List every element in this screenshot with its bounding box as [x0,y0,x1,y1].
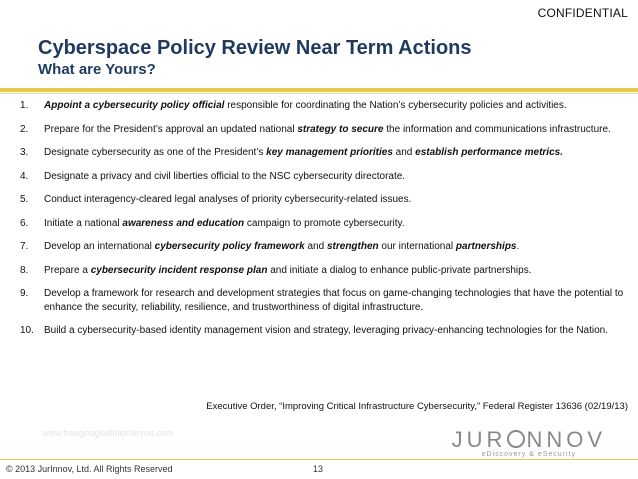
action-number: 7. [20,241,29,252]
action-text-part: and [392,147,416,158]
action-item [14,146,630,160]
action-text-part: Build a cybersecurity-based identity management vision and strategy, leveraging privacy-enhancing technologies for the Nation. [44,325,609,336]
title-divider-thin [0,93,638,94]
action-text [44,287,630,314]
footer-divider [0,459,638,460]
action-text-part: Designate cybersecurity as one of the President’s [44,147,267,158]
actions-list [14,99,630,348]
action-emphasis: key management priorities [266,147,393,158]
action-text-part: Initiate a national [44,217,123,229]
action-item [14,123,630,137]
action-item [14,170,630,184]
action-number: 2. [20,123,29,135]
action-item [14,99,630,113]
source-citation: Executive Order, “Improving Critical Infrastructure Cybersecurity,” Federal Register 13636 (02/19/13) [206,401,628,412]
action-text-part: the information and communications infrastructure. [383,123,611,135]
action-text [44,264,630,278]
copyright-text: © 2013 JurInnov, Ltd. All Rights Reserved [6,464,173,474]
action-number: 10. [20,325,34,336]
action-text [44,99,630,113]
footer [0,457,638,479]
action-text-part: Develop a framework for research and development strategies that focus on game-changing technologies that have the potential to enhance the security, reliability, resilience, and trustworthiness of digital infrastructure. [44,288,624,313]
action-emphasis: establish performance metrics. [415,147,563,158]
action-number: 1. [20,100,29,111]
action-number: 3. [20,147,29,158]
action-text-part: Prepare a [44,264,91,276]
action-emphasis: strategy to secure [297,123,384,135]
action-number: 6. [20,217,29,229]
action-emphasis: Appoint a cybersecurity policy official [44,100,225,111]
action-text [44,123,630,137]
logo-wordmark [452,427,606,453]
action-text-part: and [304,241,327,252]
logo-mark-icon [507,430,525,448]
action-text [44,324,630,338]
title-divider [0,88,638,92]
title-block [38,36,472,80]
action-emphasis: awareness and education [122,217,245,229]
action-text-part: Designate a privacy and civil liberties official to the NSC cybersecurity directorate. [44,170,406,182]
action-text-part: our international [378,241,456,252]
action-item [14,217,630,231]
action-emphasis: cybersecurity incident response plan [90,264,268,276]
action-text [44,240,630,254]
slide-title: Cyberspace Policy Review Near Term Actions [38,37,472,59]
page-number: 13 [313,464,324,474]
action-text [44,217,630,231]
action-text-part: and initiate a dialog to enhance public-private partnerships. [267,264,532,276]
action-text-part: . [516,241,520,252]
action-text-part: Conduct interagency-cleared legal analyses of priority cybersecurity-related issues. [44,194,412,205]
action-item [14,193,630,207]
watermark-text: www.freegoogleslidesforyou.com [42,428,174,438]
action-text-part: Prepare for the President’s approval an updated national [44,123,298,135]
action-emphasis: cybersecurity policy framework [154,241,305,252]
action-text-part: responsible for coordinating the Nation’s cybersecurity policies and activities. [224,100,567,111]
action-text [44,193,630,207]
logo-word-right: NNOV [526,427,606,452]
company-logo [452,427,606,458]
action-text-part: campaign to promote cybersecurity. [244,217,405,229]
action-emphasis: strengthen [326,241,379,252]
action-item [14,287,630,314]
action-item [14,264,630,278]
logo-word-left: JUR [451,427,507,452]
slide-subtitle: What are Yours? [38,61,156,78]
action-number: 8. [20,264,29,276]
action-number: 9. [20,288,29,299]
action-number: 4. [20,170,29,182]
action-text-part: Develop an international [44,241,155,252]
action-item [14,240,630,254]
logo-tagline: eDiscovery & eSecurity [481,451,576,458]
action-emphasis: partnerships [455,241,517,252]
confidential-label: CONFIDENTIAL [537,6,628,20]
action-text [44,146,630,160]
action-text [44,170,630,184]
action-item [14,324,630,338]
action-number: 5. [20,194,29,205]
